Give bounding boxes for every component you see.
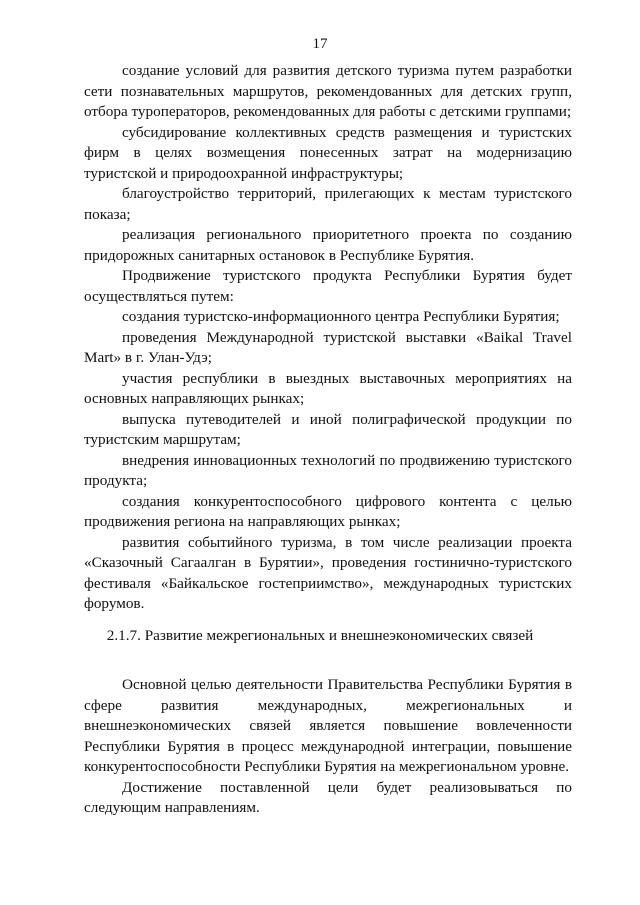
paragraph-guidebooks: выпуска путеводителей и иной полиграфической продукции по туристским маршрутам; — [84, 410, 572, 448]
section-heading: 2.1.7. Развитие межрегиональных и внешнеэкономических связей — [106, 627, 534, 644]
paragraph-digital-content: создания конкурентоспособного цифрового контента с целью продвижения региона на направляющих рынках; — [84, 492, 572, 530]
paragraph-main-goal: Основной целью деятельности Правительства Республики Бурятия в сфере развития международных, межрегиональных и внешнеэкономических связей является повышение вовлеченности Республики Бурятия в процесс международной интеграции, повышение конкурентоспособности Республики Бурятия на межрегиональном уровне. — [84, 676, 572, 775]
paragraph-promotion-intro: Продвижение туристского продукта Республики Бурятия будет осуществляться путем: — [84, 267, 572, 305]
paragraph-travel-mart: проведения Международной туристской выставки «Baikal Travel Mart» в г. Улан-Удэ; — [84, 328, 572, 366]
paragraph-landscaping: благоустройство территорий, прилегающих к местам туристского показа; — [84, 185, 572, 223]
body-text-before-heading — [84, 61, 572, 615]
paragraph-event-tourism: развития событийного туризма, в том числе реализации проекта «Сказочный Сагаалган в Бурятии», проведения гостинично-туристского фестиваля «Байкальское гостеприимство», международных туристских форумов. — [84, 533, 572, 612]
body-text-after-heading — [84, 675, 572, 819]
paragraph-subsidies: субсидирование коллективных средств размещения и туристских фирм в целях возмещения понесенных затрат на модернизацию туристской и природоохранной инфраструктуры; — [84, 123, 572, 182]
paragraph-children-tourism: создание условий для развития детского туризма путем разработки сети познавательных маршрутов, рекомендованных для детских групп, отбора туроператоров, рекомендованных для работы с детскими группами; — [84, 62, 572, 120]
paragraph-innovations: внедрения инновационных технологий по продвижению туристского продукта; — [84, 451, 572, 489]
paragraph-exhibitions: участия республики в выездных выставочных мероприятиях на основных направляющих рынках; — [84, 369, 572, 407]
paragraph-info-center: создания туристско-информационного центра Республики Бурятия; — [122, 308, 560, 325]
page-number: 17 — [312, 36, 328, 52]
paragraph-directions: Достижение поставленной цели будет реализовываться по следующим направлениям. — [84, 778, 572, 816]
paragraph-roadside-stops: реализация регионального приоритетного проекта по созданию придорожных санитарных остановок в Республике Бурятия. — [84, 226, 572, 264]
